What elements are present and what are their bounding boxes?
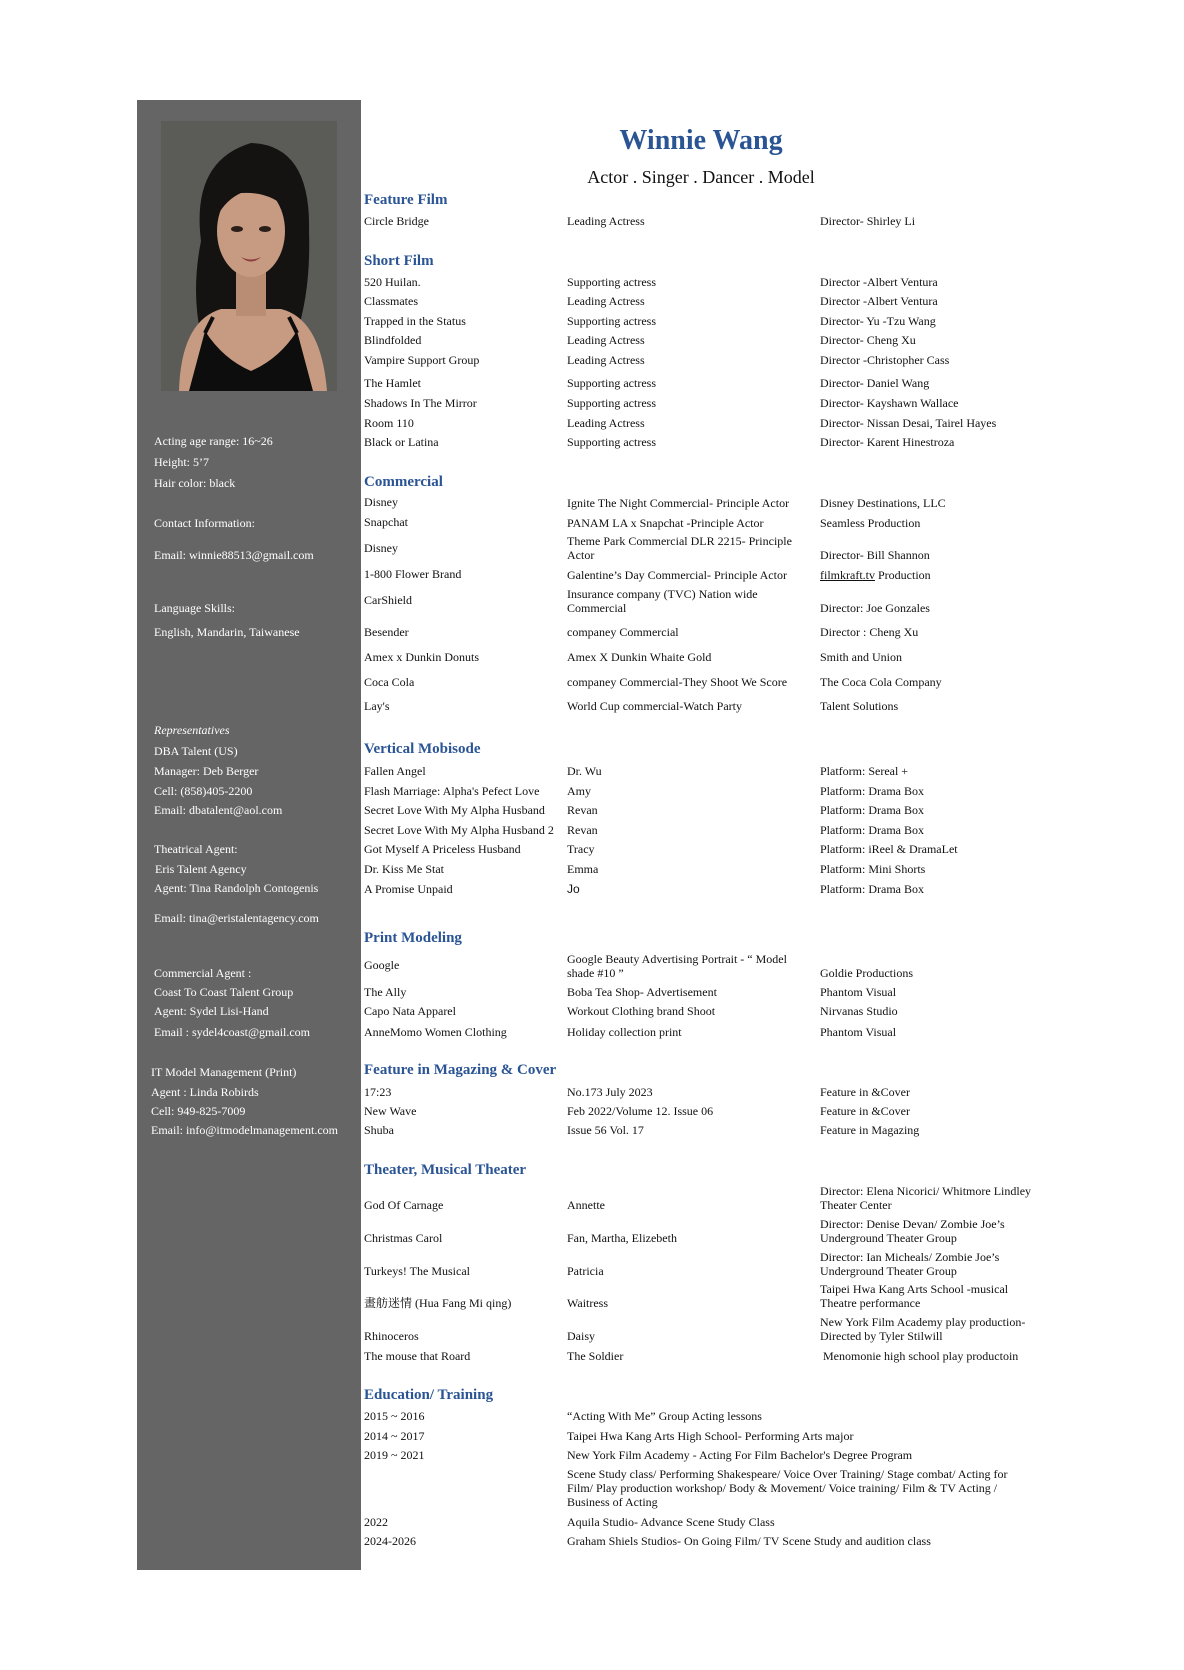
credit-title: Christmas Carol [364, 1231, 443, 1245]
credit-director-suffix: Production [874, 568, 931, 582]
credit-director: Director- Nissan Desai, Tairel Hayes [820, 416, 997, 430]
credit-director: Disney Destinations, LLC [820, 496, 946, 510]
credit-platform: Platform: Mini Shorts [820, 862, 926, 876]
credit-director: Director- Shirley Li [820, 214, 916, 228]
credit-title: 畫舫迷情 (Hua Fang Mi qing) [364, 1296, 512, 1310]
credit-magazine: 17:23 [364, 1085, 392, 1099]
credit-title: Vampire Support Group [364, 353, 480, 367]
credit-director [820, 568, 931, 582]
credit-role: Amex X Dunkin Whaite Gold [567, 650, 712, 664]
filmkraft-link[interactable]: filmkraft.tv [820, 568, 875, 582]
credit-title: Circle Bridge [364, 214, 429, 228]
credit-role: PANAM LA x Snapchat -Principle Actor [567, 516, 764, 530]
education-program: Graham Shiels Studios- On Going Film/ TV Scene Study and audition class [567, 1534, 931, 1548]
credit-title: Rhinoceros [364, 1329, 419, 1343]
credit-director: Smith and Union [820, 650, 903, 664]
credit-title: 1-800 Flower Brand [364, 567, 462, 581]
credit-title: A Promise Unpaid [364, 882, 453, 896]
credit-client: Capo Nata Apparel [364, 1004, 456, 1018]
credit-title: Besender [364, 625, 409, 639]
credit-project: Holiday collection print [567, 1025, 682, 1039]
credit-client: The Ally [364, 985, 407, 999]
contact-email: Email: winnie88513@gmail.com [154, 548, 314, 562]
credit-title: CarShield [364, 593, 412, 607]
section-theater: Theater, Musical Theater [364, 1162, 527, 1178]
theatrical-agent-label: Theatrical Agent: [154, 842, 238, 856]
hair-color: Hair color: black [154, 476, 236, 490]
credit-feature: Feature in Magazing [820, 1123, 920, 1137]
credit-role: Leading Actress [567, 416, 645, 430]
credit-role: World Cup commercial-Watch Party [567, 699, 743, 713]
credit-client: AnneMomo Women Clothing [364, 1025, 507, 1039]
language-label: Language Skills: [154, 601, 235, 615]
credit-role: Supporting actress [567, 396, 656, 410]
credit-platform: Platform: Drama Box [820, 823, 924, 837]
credit-director: Director- Daniel Wang [820, 376, 930, 390]
education-years: 2019 ~ 2021 [364, 1448, 425, 1462]
representatives-label: Representatives [154, 723, 230, 737]
credit-title: Flash Marriage: Alpha's Pefect Love [364, 784, 540, 798]
credit-studio: Goldie Productions [820, 966, 913, 980]
credit-title: Dr. Kiss Me Stat [364, 862, 445, 876]
credit-studio: Nirvanas Studio [820, 1004, 898, 1018]
credit-role: Supporting actress [567, 275, 656, 289]
credit-feature: Feature in &Cover [820, 1104, 910, 1118]
credit-title: Disney [364, 495, 398, 509]
section-print-modeling: Print Modeling [364, 930, 462, 946]
credit-title: Trapped in the Status [364, 314, 466, 328]
theatrical-agency: Eris Talent Agency [155, 862, 247, 876]
section-vertical-mobisode: Vertical Mobisode [364, 741, 481, 757]
credit-platform: Platform: Drama Box [820, 803, 924, 817]
education-program: Aquila Studio- Advance Scene Study Class [567, 1515, 775, 1529]
theatrical-email: Email: tina@eristalentagency.com [154, 911, 319, 925]
credit-title: Got Myself A Priceless Husband [364, 842, 521, 856]
credit-platform: Platform: Drama Box [820, 882, 924, 896]
credit-role: Annette [567, 1198, 605, 1212]
credit-role: Daisy [567, 1329, 595, 1343]
credit-director: Director -Albert Ventura [820, 275, 938, 289]
credit-role: Jo [567, 882, 580, 896]
credit-title: Lay's [364, 699, 390, 713]
actor-name: Winnie Wang [619, 125, 783, 156]
credit-role: Tracy [567, 842, 595, 856]
credit-role: Supporting actress [567, 376, 656, 390]
tagline: Actor . Singer . Dancer . Model [587, 167, 815, 187]
acting-age-range: Acting age range: 16~26 [154, 434, 273, 448]
credit-title: Disney [364, 541, 398, 555]
credit-role: Leading Actress [567, 353, 645, 367]
credit-director: Director: Denise Devan/ Zombie Joe’s Underground Theater Group [820, 1217, 1005, 1245]
credit-director: Director: Ian Micheals/ Zombie Joe’s Underground Theater Group [820, 1250, 1000, 1278]
credit-platform: Platform: Sereal + [820, 764, 909, 778]
height: Height: 5’7 [154, 455, 209, 469]
credit-issue: Issue 56 Vol. 17 [567, 1123, 644, 1137]
credit-director: Director: Elena Nicorici/ Whitmore Lindley Theater Center [820, 1184, 1032, 1212]
credit-role: Supporting actress [567, 435, 656, 449]
credit-director: Director- Cheng Xu [820, 333, 916, 347]
education-years: 2015 ~ 2016 [364, 1409, 425, 1423]
credit-role: Leading Actress [567, 214, 645, 228]
credit-magazine: New Wave [364, 1104, 417, 1118]
languages: English, Mandarin, Taiwanese [154, 625, 300, 639]
dba-email: Email: dbatalent@aol.com [154, 803, 283, 817]
credit-title: Black or Latina [364, 435, 439, 449]
education-program: Taipei Hwa Kang Arts High School- Performing Arts major [567, 1429, 854, 1443]
credit-feature: Feature in &Cover [820, 1085, 910, 1099]
credit-platform: Platform: Drama Box [820, 784, 924, 798]
credit-director: Director -Albert Ventura [820, 294, 938, 308]
credit-role: Ignite The Night Commercial- Principle Actor [567, 496, 790, 510]
section-feature-film: Feature Film [364, 192, 448, 208]
credit-title: The mouse that Roard [364, 1349, 471, 1363]
it-cell: Cell: 949-825-7009 [151, 1104, 246, 1118]
credit-role: Revan [567, 803, 598, 817]
credit-title: Amex x Dunkin Donuts [364, 650, 479, 664]
credit-role: Revan [567, 823, 598, 837]
credit-director: Director -Christopher Cass [820, 353, 950, 367]
it-agent: Agent : Linda Robirds [151, 1085, 259, 1099]
education-years: 2014 ~ 2017 [364, 1429, 425, 1443]
credit-title: Secret Love With My Alpha Husband [364, 803, 545, 817]
education-program: New York Film Academy - Acting For Film Bachelor's Degree Program [567, 1448, 913, 1462]
credit-director: Director- Bill Shannon [820, 548, 930, 562]
credit-magazine: Shuba [364, 1123, 394, 1137]
credit-role: Patricia [567, 1264, 604, 1278]
commercial-agent-label: Commercial Agent : [154, 966, 252, 980]
contact-label: Contact Information: [154, 516, 255, 530]
credit-title: The Hamlet [364, 376, 421, 390]
credit-role: The Soldier [567, 1349, 624, 1363]
education-program: Scene Study class/ Performing Shakespeare/ Voice Over Training/ Stage combat/ Acting for Film/ Play production workshop/ Body & Movement/ Voice training/ Film & TV Acting / Business of Acting [567, 1467, 1008, 1509]
credit-project: Boba Tea Shop- Advertisement [567, 985, 717, 999]
credit-role: Emma [567, 862, 599, 876]
credit-director: The Coca Cola Company [820, 675, 942, 689]
education-years: 2022 [364, 1515, 388, 1529]
credit-title: God Of Carnage [364, 1198, 444, 1212]
credit-title: Secret Love With My Alpha Husband 2 [364, 823, 554, 837]
dba-talent: DBA Talent (US) [154, 744, 238, 758]
credit-title: Classmates [364, 294, 418, 308]
credit-role: companey Commercial [567, 625, 679, 639]
credit-director: Director- Yu -Tzu Wang [820, 314, 936, 328]
credit-director: Director- Kayshawn Wallace [820, 396, 959, 410]
credit-platform: Platform: iReel & DramaLet [820, 842, 958, 856]
credit-director: Director: Joe Gonzales [820, 601, 930, 615]
credit-client: Google [364, 958, 400, 972]
credit-title: Room 110 [364, 416, 414, 430]
credit-director: Director : Cheng Xu [820, 625, 919, 639]
credit-title: Coca Cola [364, 675, 415, 689]
theatrical-agent: Agent: Tina Randolph Contogenis [154, 881, 319, 895]
credit-title: Fallen Angel [364, 764, 426, 778]
credit-director: Talent Solutions [820, 699, 899, 713]
credit-title: Shadows In The Mirror [364, 396, 477, 410]
credit-role: Supporting actress [567, 314, 656, 328]
section-short-film: Short Film [364, 253, 434, 269]
credit-role: Galentine’s Day Commercial- Principle Actor [567, 568, 787, 582]
credit-role: Fan, Martha, Elizebeth [567, 1231, 677, 1245]
credit-title: 520 Huilan. [364, 275, 421, 289]
credit-studio: Phantom Visual [820, 1025, 897, 1039]
credit-role: Leading Actress [567, 294, 645, 308]
it-email: Email: info@itmodelmanagement.com [151, 1123, 339, 1137]
credit-director: New York Film Academy play production- Directed by Tyler Stilwill [820, 1315, 1026, 1343]
credit-director: Director- Karent Hinestroza [820, 435, 955, 449]
credit-issue: No.173 July 2023 [567, 1085, 653, 1099]
credit-director: Seamless Production [820, 516, 921, 530]
credit-role: Insurance company (TVC) Nation wide Commercial [567, 587, 758, 615]
credit-director: Menomonie high school play productoin [820, 1349, 1019, 1363]
it-model-management: IT Model Management (Print) [151, 1065, 297, 1079]
education-program: “Acting With Me” Group Acting lessons [567, 1409, 762, 1423]
dba-manager: Manager: Deb Berger [154, 764, 259, 778]
section-education: Education/ Training [364, 1387, 494, 1403]
credit-project: Workout Clothing brand Shoot [567, 1004, 716, 1018]
headshot-photo [161, 121, 337, 391]
education-years: 2024-2026 [364, 1534, 416, 1548]
credit-role: Leading Actress [567, 333, 645, 347]
commercial-agent: Agent: Sydel Lisi-Hand [154, 1004, 269, 1018]
credit-title: Turkeys! The Musical [364, 1264, 470, 1278]
credit-role: companey Commercial-They Shoot We Score [567, 675, 788, 689]
section-magazine: Feature in Magazing & Cover [364, 1062, 557, 1078]
credit-role: Theme Park Commercial DLR 2215- Principle Actor [567, 534, 792, 562]
credit-studio: Phantom Visual [820, 985, 897, 999]
section-commercial: Commercial [364, 474, 443, 490]
commercial-email: Email : sydel4coast@gmail.com [154, 1025, 311, 1039]
commercial-agency: Coast To Coast Talent Group [154, 985, 294, 999]
credit-title: Blindfolded [364, 333, 422, 347]
credit-project: Google Beauty Advertising Portrait - “ Model shade #10 ” [567, 952, 787, 980]
dba-cell: Cell: (858)405-2200 [154, 784, 253, 798]
credit-title: Snapchat [364, 515, 408, 529]
credit-role: Dr. Wu [567, 764, 602, 778]
credit-issue: Feb 2022/Volume 12. Issue 06 [567, 1104, 714, 1118]
credit-director: Taipei Hwa Kang Arts School -musical Theatre performance [820, 1282, 1009, 1310]
credit-role: Waitress [567, 1296, 609, 1310]
credit-role: Amy [567, 784, 591, 798]
